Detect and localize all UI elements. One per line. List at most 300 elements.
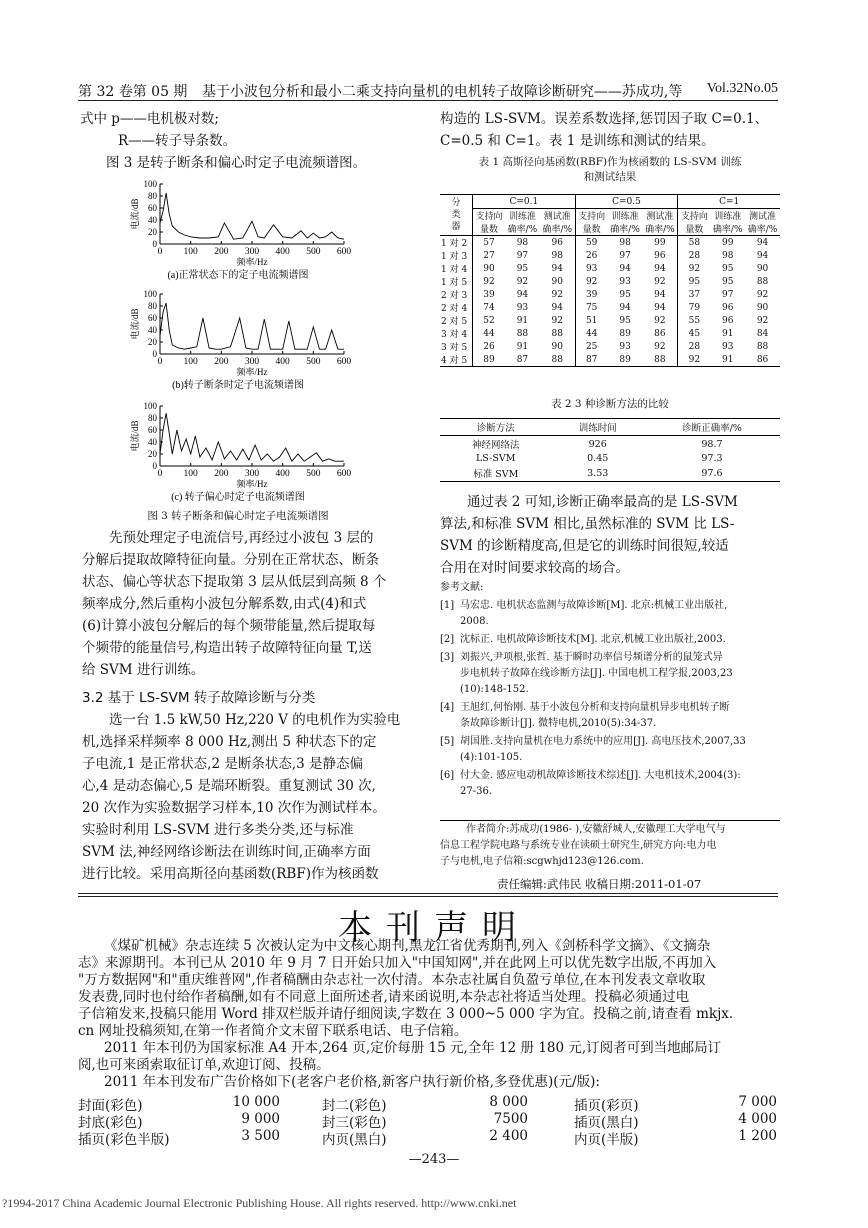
- figure-3-svg: [88, 178, 388, 520]
- subheader-top: 支持向: [680, 212, 708, 222]
- table-cell: 93: [619, 276, 631, 287]
- table-cell: 90: [756, 302, 769, 313]
- bio-line: 子与电机,电子信箱:scgwhjd123@126.com.: [440, 856, 644, 867]
- table1-corner: [440, 195, 473, 236]
- right-para-line: 算法,和标准 SVM 相比,虽然标准的 SVM 比 LS-: [440, 516, 735, 532]
- x-tick-label: 100: [183, 247, 198, 257]
- notice-line: 2011 年本刊仍为国家标准 A4 开本,264 页,定价每册 15 元,全年 12 册 180 元,订阅者可到当地邮局订: [104, 1040, 722, 1056]
- bio-rule: [440, 820, 780, 821]
- para1-line: 状态、偏心等状态下提取第 3 层从低层到高频 8 个: [82, 574, 387, 590]
- x-tick-label: 100: [183, 469, 198, 479]
- reference-item: [440, 598, 780, 630]
- table-cell: 57: [483, 237, 495, 248]
- table-cell: 92: [642, 340, 677, 353]
- x-tick-label: 100: [183, 357, 198, 367]
- corner-char: 分: [451, 198, 461, 208]
- subheader-bottom: 确率/%: [712, 225, 743, 235]
- subplot-caption: (b)转子断条时定子电流频谱图: [172, 380, 304, 391]
- table-cell: 90: [483, 263, 495, 274]
- para1-line: 个频带的能量信号,构造出转子故障特征向量 T,送: [82, 640, 372, 656]
- reference-line: (4):101-105.: [460, 752, 523, 763]
- price-value: 7 000: [738, 1094, 777, 1110]
- subheader-bottom: 确率/%: [747, 225, 778, 235]
- table1-title-line-2: 和测试结果: [583, 171, 637, 183]
- subheader-bottom: 确率/%: [642, 222, 677, 236]
- subheader-top: 训练准: [714, 212, 742, 222]
- notice-line: 2011 年本刊发布广告价格如下(老客户老价格,新客户执行新价格,多登优惠)(元/版):: [104, 1074, 600, 1090]
- table-cell: 98: [722, 250, 734, 261]
- para2-line: 进行比较。采用高斯径向基函数(RBF)作为核函数: [82, 866, 379, 882]
- notice-line: 志》来源期刊。本刊已从 2010 年 9 月 7 日开始只加入"中国知网",并在此网上可以优先数字出版,不再加入: [78, 955, 717, 971]
- table-1: [440, 194, 780, 367]
- table-cell: 96: [642, 249, 677, 262]
- price-label: 插页(彩页): [574, 1098, 639, 1114]
- table-cell: 95: [619, 289, 631, 300]
- para1-line: 给 SVM 进行训练。: [82, 662, 205, 678]
- table2-header: 诊断正确率/%: [682, 423, 742, 434]
- table-cell: 91: [722, 354, 734, 365]
- reference-item: [440, 734, 780, 766]
- notice-line: 子信箱发来,投稿只能用 Word 排双栏版并请仔细阅读,字数在 3 000~5 000 字为宜。投稿之前,请查看 mkjx.: [78, 1006, 734, 1022]
- price-label: 插页(黑白): [574, 1115, 639, 1131]
- para2-line: 选一台 1.5 kW,50 Hz,220 V 的电机作为实验电: [109, 712, 401, 728]
- notice-line: 《煤矿机械》杂志连续 5 次被认定为中文核心期刊,黑龙江省优秀期刊,列入《剑桥科学文摘》、《文摘杂: [104, 938, 711, 954]
- table-cell: 84: [756, 328, 769, 339]
- table-cell: 26: [483, 341, 495, 352]
- reference-line: 王旭红,何怡刚. 基于小波包分析和支持向量机异步电机转子断: [460, 702, 730, 713]
- table-cell: 92: [540, 314, 575, 327]
- table-row: [440, 452, 780, 465]
- table-cell: 92: [516, 276, 529, 287]
- price-value: 4 000: [738, 1111, 777, 1127]
- y-tick-label: 40: [148, 437, 157, 447]
- y-axis-label: 电流/dB: [130, 198, 140, 230]
- corner-char: 类: [451, 210, 461, 220]
- reference-number: [6]: [440, 770, 455, 781]
- x-tick-label: 500: [306, 469, 321, 479]
- para1-line: 先预处理定子电流信号,再经过小波包 3 层的: [109, 530, 374, 546]
- x-tick-label: 600: [336, 357, 352, 367]
- subheader-top: 测试准: [540, 209, 575, 223]
- x-tick-label: 0: [157, 469, 163, 479]
- reference-number: [3]: [440, 652, 455, 663]
- price-label: 插页(彩色半版): [78, 1132, 170, 1148]
- y-tick-label: 0: [152, 239, 157, 249]
- table-row: [440, 340, 780, 353]
- reference-text: [460, 734, 746, 766]
- para1-line: 分解后提取故障特征向量。分别在正常状态、断条: [82, 552, 379, 568]
- table-cell: 0.45: [587, 453, 609, 464]
- right-intro: [440, 108, 780, 152]
- reference-line: 步电机转子故障在线诊断方法[J]. 中国电机工程学报,2003,23: [460, 668, 733, 679]
- formula-line-1: 式中 p——电机极对数;: [80, 111, 219, 127]
- right-paragraph: [440, 491, 780, 579]
- table-cell: 92: [642, 275, 677, 288]
- table-cell: 26: [585, 250, 598, 261]
- x-tick-label: 200: [214, 247, 229, 257]
- running-title: 基于小波包分析和最小二乘支持向量机的电机转子故障诊断研究——苏成功,等: [201, 84, 683, 100]
- page-number: —243—: [408, 1152, 460, 1167]
- references-list: [440, 598, 780, 802]
- row-label: 2 对 5: [440, 314, 473, 327]
- table2-header: 诊断方法: [476, 423, 515, 434]
- table-cell: 99: [642, 236, 677, 250]
- editor-line: 责任编辑:武伟民 收稿日期:2011-01-07: [497, 877, 702, 891]
- x-tick-label: 0: [157, 357, 163, 367]
- table-cell: 94: [756, 237, 769, 248]
- reference-text: [460, 598, 727, 630]
- table-2: [440, 418, 780, 482]
- y-axis-label: 电流/dB: [130, 308, 140, 340]
- table-cell: 94: [619, 263, 631, 274]
- subheader-bottom: 确率/%: [540, 222, 575, 236]
- header-rule: [78, 100, 778, 101]
- subplot-caption: (c) 转子偏心时定子电流频谱图: [171, 492, 305, 503]
- x-tick-label: 400: [275, 247, 290, 257]
- table2-title: 表 2 3 种诊断方法的比较: [551, 398, 669, 410]
- table-cell: 37: [688, 289, 701, 300]
- table-row: [440, 249, 780, 262]
- y-tick-label: 0: [152, 461, 157, 471]
- reference-item: [440, 700, 780, 732]
- y-axis-label: 电流/dB: [130, 420, 140, 452]
- x-tick-label: 500: [306, 357, 321, 367]
- price-value: 10 000: [232, 1094, 280, 1110]
- table-cell: 90: [540, 275, 575, 288]
- table-cell: 92: [756, 315, 769, 326]
- table-cell: 神经网络法: [471, 440, 520, 451]
- table-cell: 96: [540, 236, 575, 250]
- table-cell: 92: [540, 288, 575, 301]
- row-label: 2 对 3: [440, 288, 473, 301]
- table-cell: 88: [642, 353, 677, 367]
- table-cell: 39: [585, 289, 598, 300]
- figure-caption: 图 3 转子断条和偏心时定子电流频谱图: [147, 510, 329, 522]
- table-cell: 97.6: [701, 467, 723, 479]
- reference-line: (10):148-152.: [460, 684, 529, 695]
- table-cell: 58: [688, 237, 701, 248]
- notice-body: [78, 938, 778, 1091]
- price-label: 封三(彩色): [322, 1115, 387, 1131]
- row-label: 4 对 5: [440, 353, 473, 367]
- table-cell: 92: [642, 314, 677, 327]
- table-row: [440, 288, 780, 301]
- table-row: [440, 465, 780, 482]
- subheader-top: 支持向: [475, 212, 503, 222]
- paragraph-experiment: [82, 709, 418, 885]
- figure-3: [88, 178, 388, 520]
- table-cell: 88: [756, 276, 769, 287]
- table-cell: 95: [722, 263, 734, 274]
- table-cell: 79: [688, 302, 701, 313]
- table-cell: 94: [540, 301, 575, 314]
- para2-line: 实验时利用 LS-SVM 进行多类分类,还与标准: [82, 822, 354, 838]
- subheader-top: 支持向: [578, 212, 606, 222]
- x-tick-label: 500: [306, 247, 321, 257]
- table-cell: 96: [722, 315, 734, 326]
- running-header: [78, 81, 778, 101]
- table-cell: 92: [688, 263, 701, 274]
- x-tick-label: 0: [157, 247, 163, 257]
- table-row: [440, 327, 780, 340]
- table-cell: 95: [516, 263, 529, 274]
- table-cell: 88: [516, 328, 529, 339]
- table-cell: 88: [540, 353, 575, 367]
- table-cell: 87: [516, 354, 529, 365]
- notice-rule-bottom: [78, 896, 778, 897]
- para2-line: 子电流,1 是正常状态,2 是断条状态,3 是静态偏: [82, 756, 364, 772]
- para2-line: 机,选择采样频率 8 000 Hz,测出 5 种状态下的定: [82, 734, 377, 750]
- x-tick-label: 400: [275, 469, 290, 479]
- table-cell: 94: [642, 262, 677, 275]
- right-para-line: 通过表 2 可知,诊断正确率最高的是 LS-SVM: [467, 494, 738, 510]
- author-bio: [440, 822, 780, 870]
- figure-intro: 图 3 是转子断条和偏心时定子电流频谱图。: [106, 155, 367, 171]
- row-label: 3 对 4: [440, 327, 473, 340]
- reference-text: [460, 700, 730, 732]
- table-row: [440, 275, 780, 288]
- x-tick-label: 400: [275, 357, 290, 367]
- table-row: [440, 236, 780, 250]
- table2-grid: [440, 418, 780, 482]
- reference-number: [2]: [440, 634, 455, 645]
- notice-line: cn 网址投稿须知,在第一作者简介文末留下联系电话、电子信箱。: [78, 1023, 468, 1039]
- y-tick-label: 80: [148, 413, 157, 423]
- subheader-bottom: 量数: [582, 225, 601, 235]
- reference-number: [1]: [440, 600, 455, 611]
- copyright-footer: ?1994-2017 China Academic Journal Electronic Publishing House. All rights reserved. http://www.cnki.net: [2, 1196, 517, 1210]
- row-label: 3 对 5: [440, 340, 473, 353]
- y-tick-label: 100: [143, 179, 157, 189]
- paragraph-preprocess: [82, 527, 418, 681]
- y-tick-label: 60: [148, 203, 157, 213]
- table-cell: 926: [588, 438, 607, 450]
- price-value: 2 400: [489, 1128, 528, 1144]
- table-cell: 75: [585, 302, 598, 313]
- price-label: 封二(彩色): [322, 1098, 387, 1114]
- bio-line: 作者简介:苏成功(1986- ),安徽舒城人,安徽理工大学电气与: [466, 824, 726, 835]
- table-cell: 93: [722, 341, 734, 352]
- notice-title: 本刊声明: [338, 908, 530, 948]
- para1-line: (6)计算小波包分解后的每个频带能量,然后提取每: [82, 618, 376, 634]
- notice-rule-top: [78, 893, 778, 894]
- reference-item: [440, 768, 780, 800]
- table-cell: 92: [585, 276, 598, 287]
- table-cell: 89: [619, 328, 631, 339]
- table-cell: 92: [483, 276, 495, 287]
- table-row: [440, 301, 780, 314]
- table-cell: 74: [483, 302, 495, 313]
- table-cell: 95: [688, 276, 701, 287]
- reference-text: [460, 768, 741, 800]
- intro-line: C=0.5 和 C=1。表 1 是训练和测试的结果。: [440, 133, 715, 149]
- group-header: C=0.5: [575, 195, 678, 209]
- y-tick-label: 60: [148, 425, 157, 435]
- table-cell: 27: [483, 250, 495, 261]
- table-cell: 91: [516, 315, 529, 326]
- group-header: C=0.1: [473, 195, 576, 209]
- table-cell: 94: [756, 250, 769, 261]
- spectrum-line: [160, 193, 344, 239]
- table-cell: 94: [540, 262, 575, 275]
- y-tick-label: 80: [148, 191, 157, 201]
- table-cell: 91: [722, 328, 734, 339]
- table-cell: 87: [585, 354, 598, 365]
- x-tick-label: 300: [244, 469, 260, 479]
- price-value: 3 500: [241, 1128, 280, 1144]
- price-label: 内页(黑白): [322, 1132, 387, 1148]
- table-cell: 98: [619, 237, 631, 248]
- group-header: C=1: [678, 195, 780, 209]
- y-tick-label: 80: [148, 301, 157, 311]
- row-label: 1 对 5: [440, 275, 473, 288]
- x-axis-label: 频率/Hz: [236, 367, 268, 377]
- references-title: 参考文献:: [440, 582, 484, 593]
- table-cell: 44: [483, 328, 495, 339]
- price-label: 封底(彩色): [78, 1115, 143, 1131]
- table-cell: 97.3: [701, 453, 723, 464]
- reference-line: 胡国胜.支持向量机在电力系统中的应用[J]. 高电压技术,2007,33: [460, 736, 746, 747]
- y-tick-label: 100: [143, 401, 157, 411]
- price-value: 9 000: [241, 1111, 280, 1127]
- y-tick-label: 40: [148, 215, 157, 225]
- subheader-bottom: 量数: [480, 225, 499, 235]
- subheader-top: 测试准: [749, 212, 777, 222]
- table-cell: 90: [756, 263, 769, 274]
- table-cell: 97: [619, 250, 631, 261]
- table-cell: 94: [642, 301, 677, 314]
- table-cell: 94: [642, 288, 677, 301]
- x-axis-label: 频率/Hz: [236, 479, 268, 489]
- table-cell: 97: [516, 250, 529, 261]
- subheader-top: 测试准: [642, 209, 677, 223]
- table-cell: 99: [722, 237, 734, 248]
- row-label: 1 对 2: [440, 236, 473, 250]
- reference-line: 付大金. 感应电动机故障诊断技术综述[J]. 大电机技术,2004(3):: [460, 770, 741, 781]
- reference-number: [4]: [440, 702, 455, 713]
- x-tick-label: 300: [244, 357, 260, 367]
- table-cell: 39: [483, 289, 495, 300]
- notice-line: "万方数据网"和"重庆维普网",作者稿酬由杂志社一次付清。本杂志社属自负盈亏单位,在本刊发表文章收取: [78, 972, 706, 988]
- reference-line: 27-36.: [460, 786, 493, 797]
- table-cell: 25: [585, 341, 598, 352]
- formula-notes: [80, 108, 420, 174]
- y-tick-label: 100: [143, 289, 157, 299]
- para2-line: SVM 法,神经网络诊断法在训练时间,正确率方面: [82, 844, 371, 860]
- subheader-bottom: 确率/%: [507, 225, 538, 235]
- row-label: 1 对 3: [440, 249, 473, 262]
- table-cell: 98: [516, 237, 529, 248]
- y-tick-label: 20: [148, 227, 157, 237]
- formula-line-2: R——转子导条数。: [118, 133, 237, 149]
- reference-number: [5]: [440, 736, 455, 747]
- table-cell: 95: [619, 315, 631, 326]
- x-tick-label: 200: [214, 469, 229, 479]
- table-cell: 97: [722, 289, 734, 300]
- table-row: [440, 262, 780, 275]
- table1-title: [440, 155, 780, 185]
- subheader-top: 训练准: [611, 212, 639, 222]
- table-cell: 93: [619, 341, 631, 352]
- table-cell: 28: [688, 250, 701, 261]
- price-value: 8 000: [489, 1094, 528, 1110]
- reference-line: 马宏忠. 电机状态监测与故障诊断[M]. 北京:机械工业出版社,: [460, 600, 728, 611]
- y-tick-label: 20: [148, 449, 157, 459]
- table-cell: 52: [483, 315, 495, 326]
- table1-grid: [440, 194, 780, 367]
- table-cell: 88: [756, 341, 769, 352]
- x-tick-label: 300: [244, 247, 260, 257]
- table2-header: 训练时间: [578, 423, 617, 434]
- table-cell: 标准 SVM: [473, 469, 519, 480]
- right-para-line: 合用在对时间要求较高的场合。: [440, 560, 629, 576]
- issue-label: 第 32 卷第 05 期: [78, 84, 188, 100]
- reference-item: [440, 632, 780, 648]
- notice-line: 发表费,同时也付给作者稿酬,如有不同意上面所述者,请来函说明,本杂志社将适当处理。投稿必须通过电: [78, 989, 690, 1005]
- table-cell: 89: [483, 354, 495, 365]
- table-cell: 88: [540, 327, 575, 340]
- table-cell: 59: [585, 237, 598, 248]
- table-cell: 86: [756, 354, 769, 365]
- row-label: 2 对 4: [440, 301, 473, 314]
- table-cell: 94: [619, 302, 631, 313]
- table-cell: 96: [722, 302, 734, 313]
- table-cell: 98.7: [701, 438, 723, 450]
- table-cell: 91: [516, 341, 529, 352]
- notice-line: 阅,也可来函索取征订单,欢迎订阅、投稿。: [78, 1057, 330, 1073]
- price-value: 7500: [493, 1111, 528, 1127]
- table-row: [440, 436, 780, 453]
- table-cell: 45: [688, 328, 701, 339]
- price-value: 1 200: [738, 1128, 777, 1144]
- y-tick-label: 40: [148, 325, 157, 335]
- table-cell: 55: [688, 315, 701, 326]
- reference-line: 条故障诊断计[J]. 微特电机,2010(5):34-37.: [460, 718, 657, 729]
- reference-line: 沈标正. 电机故障诊断技术[M]. 北京,机械工业出版社,2003.: [460, 634, 726, 645]
- reference-line: 2008.: [460, 616, 489, 627]
- table-cell: 93: [585, 263, 598, 274]
- y-tick-label: 20: [148, 337, 157, 347]
- subheader-top: 训练准: [508, 212, 536, 222]
- x-tick-label: 600: [336, 469, 352, 479]
- reference-text: [460, 650, 733, 698]
- table-cell: 92: [688, 354, 701, 365]
- corner-char: 器: [451, 222, 461, 232]
- table-cell: 3.53: [587, 467, 609, 479]
- section-heading: 3.2 基于 LS-SVM 转子故障诊断与分类: [82, 690, 316, 706]
- table1-title-line-1: 表 1 高斯径向基函数(RBF)作为核函数的 LS-SVM 训练: [478, 156, 742, 168]
- para2-line: 20 次作为实验数据学习样本,10 次作为测试样本。: [82, 800, 386, 816]
- table-cell: 98: [540, 249, 575, 262]
- reference-line: 刘振兴,尹项根,张哲. 基于瞬时功率信号频谱分析的鼠笼式异: [460, 652, 723, 663]
- reference-text: [460, 632, 726, 648]
- y-tick-label: 0: [152, 349, 157, 359]
- x-axis-label: 频率/Hz: [236, 257, 268, 267]
- spectrum-line: [160, 413, 344, 461]
- price-label: 内页(半版): [574, 1132, 639, 1148]
- table-cell: 89: [619, 354, 631, 365]
- table-cell: LS-SVM: [476, 453, 516, 464]
- table-cell: 28: [688, 341, 701, 352]
- x-tick-label: 200: [214, 357, 229, 367]
- right-para-line: SVM 的诊断精度高,但是它的训练时间很短,较适: [440, 538, 729, 554]
- table-cell: 90: [540, 340, 575, 353]
- table-cell: 94: [516, 289, 529, 300]
- table-cell: 51: [585, 315, 598, 326]
- table-cell: 95: [722, 276, 734, 287]
- x-tick-label: 600: [336, 247, 352, 257]
- table-cell: 92: [756, 289, 769, 300]
